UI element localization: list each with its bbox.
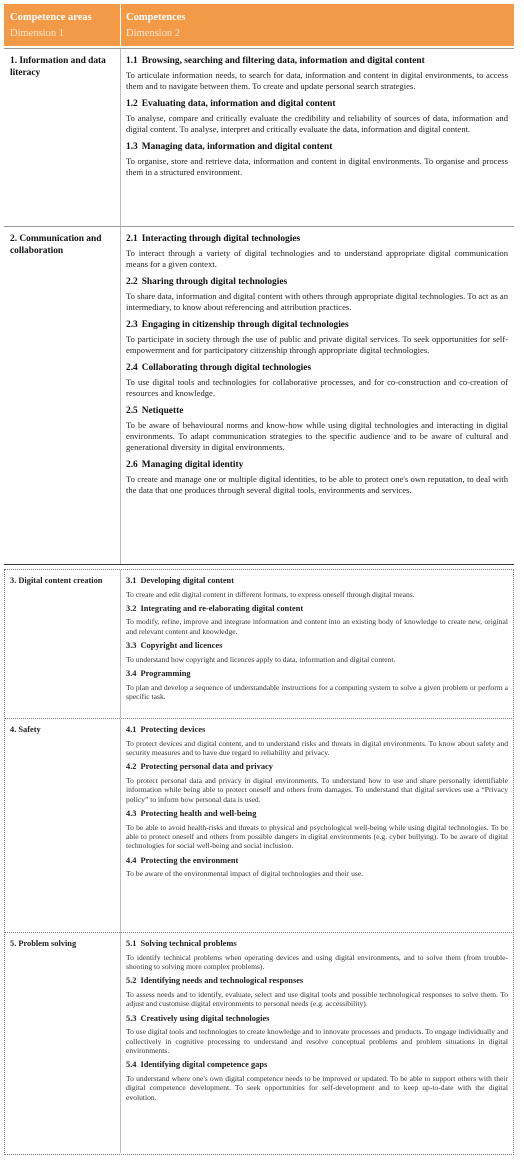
competence-title: 2.3 Engaging in citizenship through digital technologies (126, 320, 349, 330)
competence-description: To protect devices and digital content, and to understand risks and threats in digital environments. To know about safety and security measures and to have due regard to reliability and privacy. (126, 738, 508, 757)
competence-title: 2.5 Netiquette (126, 406, 184, 416)
table-bottom-rule (4, 564, 514, 565)
competence-title: 3.4 Programming (126, 669, 191, 679)
competence-area-label: 3. Digital content creation (10, 576, 103, 585)
section-information-data-literacy (4, 48, 514, 227)
competence-area-label: 1. Information and data literacy (10, 56, 106, 78)
competence-description: To use digital tools and technologies for collaborative processes, and for co-construction and co-creation of resources and knowledge. (126, 377, 508, 398)
competence-title: 5.4 Identifying digital competence gaps (126, 1060, 268, 1070)
competence-title: 4.1 Protecting devices (126, 725, 206, 734)
header-col2-subtitle: Dimension 2 (126, 28, 180, 39)
competence-title: 2.2 Sharing through digital technologies (126, 277, 288, 287)
competence-description: To understand how copyright and licences apply to data, information and digital content. (126, 654, 396, 664)
table-header (4, 4, 514, 46)
competence-description: To share data, information and digital content with others through appropriate digital technologies. To act as an intermediary, to know about referencing and attribution practices. (126, 291, 508, 312)
competence-list (126, 939, 508, 1107)
competence-list (126, 576, 508, 706)
section-problem-solving (4, 932, 514, 1153)
competence-description: To articulate information needs, to search for data, information and content in digital environments, to access them and to navigate between them. To create and update personal search strategies. (126, 70, 508, 91)
competence-description: To modify, refine, improve and integrate information and content into an existing body of knowledge to create new, original and relevant content and knowledge. (126, 617, 508, 636)
section-digital-content-creation (4, 570, 514, 718)
competence-description: To participate in society through the use of public and private digital services. To seek opportunities for self-empowerment and for participatory citizenship through appropriate digital technologies. (126, 334, 508, 355)
header-col2-title: Competences (126, 12, 186, 23)
competence-description: To use digital tools and technologies to create knowledge and to innovate processes and products. To engage individually and collectively in cognitive processing to understand and resolve conceptual problems and problem situations in digital environments. (126, 1027, 508, 1055)
section-safety (4, 718, 514, 933)
competence-title: 1.2 Evaluating data, information and digital content (126, 99, 336, 109)
competence-title: 4.4 Protecting the environment (126, 855, 239, 865)
competence-list (126, 233, 508, 502)
competence-description: To understand where one's own digital competence needs to be improved or updated. To be able to support others with their digital competence development. To seek opportunities for self-development and to keep up-to-date with the digital evolution. (126, 1073, 508, 1102)
competence-title: 2.6 Managing digital identity (126, 460, 244, 470)
competence-title: 4.3 Protecting health and well-being (126, 809, 257, 819)
competence-description: To identify technical problems when operating devices and using digital environments, and to solve them (from trouble-shooting to solving more complex problems). (126, 952, 508, 971)
competence-title: 2.1 Interacting through digital technologies (126, 234, 301, 244)
competence-area-label: 4. Safety (10, 725, 41, 734)
competence-area-label: 2. Communication and collaboration (10, 234, 102, 256)
column-divider (120, 570, 121, 718)
competence-title: 2.4 Collaborating through digital technologies (126, 363, 312, 373)
competence-title: 3.2 Integrating and re-elaborating digital content (126, 603, 304, 613)
column-divider (120, 719, 121, 933)
competence-title: 3.1 Developing digital content (126, 576, 234, 585)
competence-title: 1.1 Browsing, searching and filtering data, information and digital content (126, 56, 425, 66)
competence-description: To protect personal data and privacy in digital environments. To understand how to use and share personally identifiable information while being able to protect oneself and others from damages. To understand that digital services use a “Privacy policy” to inform how personal data is used. (126, 775, 508, 804)
competence-title: 1.3 Managing data, information and digital content (126, 142, 333, 152)
header-col-areas (10, 10, 114, 41)
competence-list (126, 725, 508, 884)
column-divider (120, 227, 121, 565)
competence-description: To analyse, compare and critically evaluate the credibility and reliability of sources of data, information and digital content. To analyse, interpret and critically evaluate the data, information and digital content. (126, 113, 508, 134)
header-col-competences (126, 10, 506, 41)
competence-area-label: 5. Problem solving (10, 939, 77, 948)
competence-description: To create and edit digital content in different formats, to express oneself through digital means. (126, 589, 415, 599)
column-divider (120, 49, 121, 227)
competence-description: To be aware of behavioural norms and know-how while using digital technologies and interacting in digital environments. To adapt communication strategies to the specific audience and to be aware of cultural and generational diversity in digital environments. (126, 420, 508, 452)
competence-description: To interact through a variety of digital technologies and to understand appropriate digital communication means for a given context. (126, 248, 508, 269)
competence-title: 3.3 Copyright and licences (126, 641, 223, 651)
competence-list (126, 55, 508, 184)
header-col1-subtitle: Dimension 1 (10, 28, 64, 39)
competence-title: 4.2 Protecting personal data and privacy (126, 762, 273, 772)
competence-description: To be aware of the environmental impact of digital technologies and their use. (126, 869, 364, 879)
competence-description: To organise, store and retrieve data, information and content in digital environments. To organise and process them in a structured environment. (126, 156, 508, 177)
section-communication-collaboration (4, 226, 514, 565)
column-divider (120, 933, 121, 1153)
competence-description: To plan and develop a sequence of understandable instructions for a computing system to solve a given problem or perform a specific task. (126, 682, 508, 702)
header-divider (120, 4, 121, 46)
competence-title: 5.1 Solving technical problems (126, 939, 237, 948)
competence-description: To be able to avoid health-risks and threats to physical and psychological well-being while using digital technologies. To be able to protect oneself and others from possible dangers in digital environments (e.g. cyber bullying). To be aware of digital technologies for social well-being and social inclusion. (126, 822, 508, 851)
header-col1-title: Competence areas (10, 12, 92, 23)
competence-description: To create and manage one or multiple digital identities, to be able to protect one's own reputation, to deal with the data that one produces through several digital tools, environments and services. (126, 474, 508, 495)
competence-description: To assess needs and to identify, evaluate, select and use digital tools and possible technological responses to solve them. To adjust and customise digital environments to personal needs (e.g. accessibility). (126, 989, 508, 1009)
competence-title: 5.2 Identifying needs and technological responses (126, 976, 304, 986)
competence-title: 5.3 Creatively using digital technologies (126, 1013, 270, 1023)
